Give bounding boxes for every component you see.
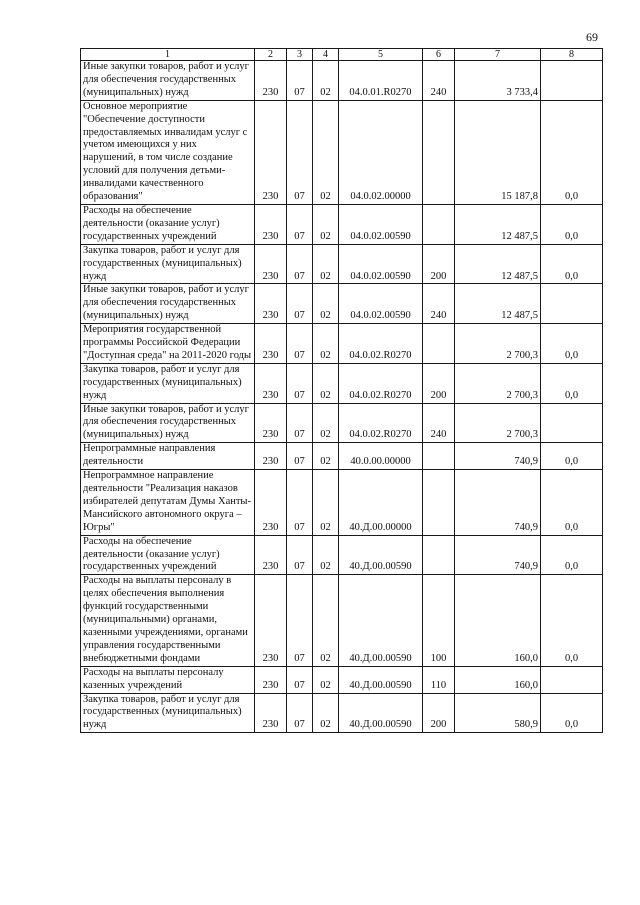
ministry-code-cell: 230 bbox=[255, 324, 287, 364]
ministry-code-cell: 230 bbox=[255, 666, 287, 693]
table-row bbox=[81, 470, 603, 536]
ministry-code-cell: 230 bbox=[255, 284, 287, 324]
amount-extra-cell: 0,0 bbox=[541, 244, 603, 284]
amount-extra-cell bbox=[541, 666, 603, 693]
table-row bbox=[81, 61, 603, 101]
ministry-code-cell: 230 bbox=[255, 693, 287, 733]
amount-extra-cell: 0,0 bbox=[541, 693, 603, 733]
ministry-code-cell: 230 bbox=[255, 61, 287, 101]
page-number: 69 bbox=[586, 30, 598, 44]
ministry-code-cell: 230 bbox=[255, 204, 287, 244]
expense-type-cell bbox=[423, 443, 455, 470]
table-row bbox=[81, 575, 603, 666]
table-row bbox=[81, 284, 603, 324]
amount-extra-cell: 0,0 bbox=[541, 443, 603, 470]
row-name-cell: Иные закупки товаров, работ и услуг для обеспечения государственных (муниципальных) нужд bbox=[81, 61, 255, 101]
row-name-cell: Расходы на выплаты персоналу казенных учреждений bbox=[81, 666, 255, 693]
expense-type-cell bbox=[423, 470, 455, 536]
subsection-code-cell: 02 bbox=[313, 693, 339, 733]
column-header: 2 bbox=[255, 49, 287, 61]
target-article-cell: 04.0.02.00590 bbox=[339, 244, 423, 284]
column-header: 8 bbox=[541, 49, 603, 61]
subsection-code-cell: 02 bbox=[313, 443, 339, 470]
target-article-cell: 04.0.02.R0270 bbox=[339, 403, 423, 443]
table-row bbox=[81, 204, 603, 244]
header-row bbox=[81, 49, 603, 61]
row-name-cell: Расходы на обеспечение деятельности (оказание услуг) государственных учреждений bbox=[81, 535, 255, 575]
subsection-code-cell: 02 bbox=[313, 403, 339, 443]
expense-type-cell: 100 bbox=[423, 575, 455, 666]
row-name-cell: Закупка товаров, работ и услуг для государственных (муниципальных) нужд bbox=[81, 244, 255, 284]
table-body bbox=[81, 61, 603, 733]
expense-type-cell bbox=[423, 204, 455, 244]
section-code-cell: 07 bbox=[287, 535, 313, 575]
row-name-cell: Расходы на обеспечение деятельности (оказание услуг) государственных учреждений bbox=[81, 204, 255, 244]
amount-cell: 12 487,5 bbox=[455, 204, 541, 244]
ministry-code-cell: 230 bbox=[255, 244, 287, 284]
amount-cell: 160,0 bbox=[455, 575, 541, 666]
expense-type-cell: 200 bbox=[423, 363, 455, 403]
subsection-code-cell: 02 bbox=[313, 666, 339, 693]
table-row bbox=[81, 693, 603, 733]
amount-extra-cell: 0,0 bbox=[541, 324, 603, 364]
target-article-cell: 40.Д.00.00590 bbox=[339, 575, 423, 666]
section-code-cell: 07 bbox=[287, 403, 313, 443]
expense-type-cell: 200 bbox=[423, 244, 455, 284]
subsection-code-cell: 02 bbox=[313, 575, 339, 666]
amount-extra-cell bbox=[541, 403, 603, 443]
subsection-code-cell: 02 bbox=[313, 324, 339, 364]
section-code-cell: 07 bbox=[287, 575, 313, 666]
column-header: 7 bbox=[455, 49, 541, 61]
target-article-cell: 40.Д.00.00590 bbox=[339, 693, 423, 733]
row-name-cell: Расходы на выплаты персоналу в целях обеспечения выполнения функций государственными (муниципальными) органами, казенными учреждениями, органами управления государственными внебюджетными фондами bbox=[81, 575, 255, 666]
ministry-code-cell: 230 bbox=[255, 443, 287, 470]
expense-type-cell bbox=[423, 535, 455, 575]
amount-cell: 740,9 bbox=[455, 535, 541, 575]
subsection-code-cell: 02 bbox=[313, 204, 339, 244]
section-code-cell: 07 bbox=[287, 284, 313, 324]
expense-type-cell: 240 bbox=[423, 61, 455, 101]
subsection-code-cell: 02 bbox=[313, 100, 339, 204]
amount-cell: 2 700,3 bbox=[455, 403, 541, 443]
row-name-cell: Закупка товаров, работ и услуг для государственных (муниципальных) нужд bbox=[81, 363, 255, 403]
expense-type-cell: 240 bbox=[423, 403, 455, 443]
amount-cell: 12 487,5 bbox=[455, 244, 541, 284]
ministry-code-cell: 230 bbox=[255, 575, 287, 666]
row-name-cell: Основное мероприятие "Обеспечение доступности предоставляемых инвалидам услуг с учетом имеющихся у них нарушений, в том числе создание условий для получения детьми-инвалидами качественного образования" bbox=[81, 100, 255, 204]
subsection-code-cell: 02 bbox=[313, 363, 339, 403]
column-header: 6 bbox=[423, 49, 455, 61]
target-article-cell: 04.0.02.00590 bbox=[339, 284, 423, 324]
row-name-cell: Непрограммные направления деятельности bbox=[81, 443, 255, 470]
table-row bbox=[81, 363, 603, 403]
expense-type-cell: 110 bbox=[423, 666, 455, 693]
section-code-cell: 07 bbox=[287, 363, 313, 403]
table-row bbox=[81, 403, 603, 443]
section-code-cell: 07 bbox=[287, 693, 313, 733]
section-code-cell: 07 bbox=[287, 666, 313, 693]
amount-extra-cell: 0,0 bbox=[541, 575, 603, 666]
subsection-code-cell: 02 bbox=[313, 470, 339, 536]
section-code-cell: 07 bbox=[287, 244, 313, 284]
column-header: 3 bbox=[287, 49, 313, 61]
section-code-cell: 07 bbox=[287, 100, 313, 204]
row-name-cell: Иные закупки товаров, работ и услуг для обеспечения государственных (муниципальных) нужд bbox=[81, 284, 255, 324]
table-row bbox=[81, 535, 603, 575]
amount-extra-cell: 0,0 bbox=[541, 204, 603, 244]
amount-extra-cell: 0,0 bbox=[541, 100, 603, 204]
amount-extra-cell bbox=[541, 61, 603, 101]
subsection-code-cell: 02 bbox=[313, 244, 339, 284]
section-code-cell: 07 bbox=[287, 324, 313, 364]
target-article-cell: 40.Д.00.00000 bbox=[339, 470, 423, 536]
amount-extra-cell bbox=[541, 284, 603, 324]
expense-type-cell bbox=[423, 324, 455, 364]
section-code-cell: 07 bbox=[287, 443, 313, 470]
expense-type-cell bbox=[423, 100, 455, 204]
table-row bbox=[81, 324, 603, 364]
section-code-cell: 07 bbox=[287, 204, 313, 244]
expense-type-cell: 240 bbox=[423, 284, 455, 324]
target-article-cell: 40.Д.00.00590 bbox=[339, 666, 423, 693]
amount-cell: 160,0 bbox=[455, 666, 541, 693]
column-header: 1 bbox=[81, 49, 255, 61]
table-row bbox=[81, 443, 603, 470]
ministry-code-cell: 230 bbox=[255, 100, 287, 204]
table-row bbox=[81, 100, 603, 204]
amount-cell: 3 733,4 bbox=[455, 61, 541, 101]
amount-cell: 2 700,3 bbox=[455, 363, 541, 403]
subsection-code-cell: 02 bbox=[313, 284, 339, 324]
target-article-cell: 40.0.00.00000 bbox=[339, 443, 423, 470]
row-name-cell: Мероприятия государственной программы Российской Федерации "Доступная среда" на 2011-2020 годы bbox=[81, 324, 255, 364]
column-header: 5 bbox=[339, 49, 423, 61]
amount-cell: 580,9 bbox=[455, 693, 541, 733]
column-header: 4 bbox=[313, 49, 339, 61]
amount-extra-cell: 0,0 bbox=[541, 363, 603, 403]
row-name-cell: Непрограммное направление деятельности "Реализация наказов избирателей депутатам Думы Ханты-Мансийского автономного округа – Югры" bbox=[81, 470, 255, 536]
amount-cell: 12 487,5 bbox=[455, 284, 541, 324]
target-article-cell: 04.0.02.R0270 bbox=[339, 324, 423, 364]
amount-extra-cell: 0,0 bbox=[541, 535, 603, 575]
target-article-cell: 04.0.02.00000 bbox=[339, 100, 423, 204]
ministry-code-cell: 230 bbox=[255, 403, 287, 443]
table-row bbox=[81, 244, 603, 284]
budget-table bbox=[80, 48, 603, 733]
amount-cell: 2 700,3 bbox=[455, 324, 541, 364]
target-article-cell: 40.Д.00.00590 bbox=[339, 535, 423, 575]
row-name-cell: Закупка товаров, работ и услуг для государственных (муниципальных) нужд bbox=[81, 693, 255, 733]
target-article-cell: 04.0.01.R0270 bbox=[339, 61, 423, 101]
expense-type-cell: 200 bbox=[423, 693, 455, 733]
target-article-cell: 04.0.02.00590 bbox=[339, 204, 423, 244]
ministry-code-cell: 230 bbox=[255, 363, 287, 403]
target-article-cell: 04.0.02.R0270 bbox=[339, 363, 423, 403]
amount-cell: 740,9 bbox=[455, 443, 541, 470]
row-name-cell: Иные закупки товаров, работ и услуг для обеспечения государственных (муниципальных) нужд bbox=[81, 403, 255, 443]
subsection-code-cell: 02 bbox=[313, 61, 339, 101]
amount-cell: 15 187,8 bbox=[455, 100, 541, 204]
ministry-code-cell: 230 bbox=[255, 470, 287, 536]
section-code-cell: 07 bbox=[287, 470, 313, 536]
ministry-code-cell: 230 bbox=[255, 535, 287, 575]
amount-extra-cell: 0,0 bbox=[541, 470, 603, 536]
section-code-cell: 07 bbox=[287, 61, 313, 101]
subsection-code-cell: 02 bbox=[313, 535, 339, 575]
table-row bbox=[81, 666, 603, 693]
amount-cell: 740,9 bbox=[455, 470, 541, 536]
